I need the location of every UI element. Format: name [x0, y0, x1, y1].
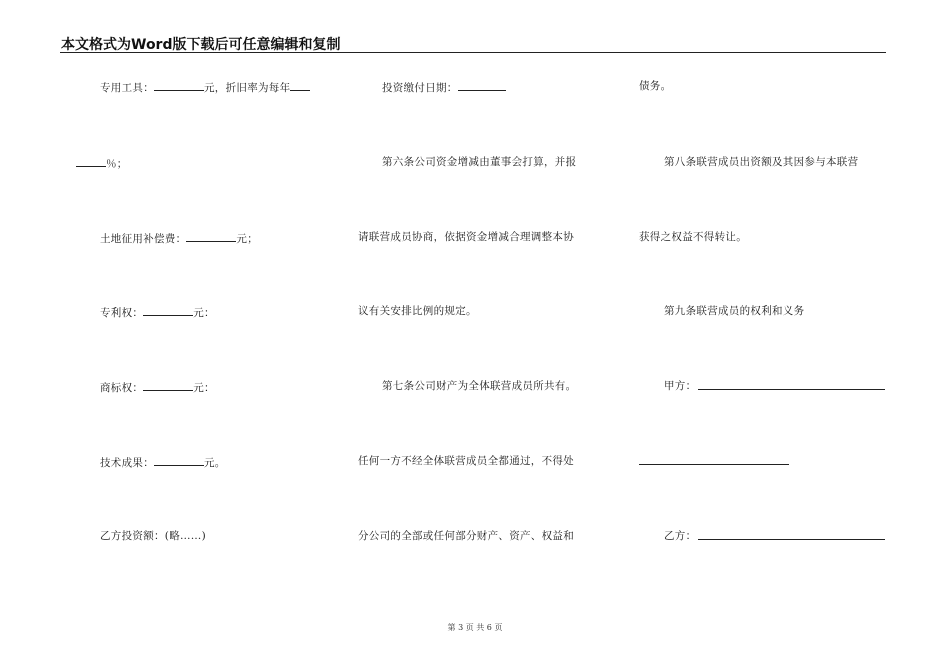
col1-line-tools	[100, 79, 310, 95]
col3-line-party-b	[664, 529, 696, 543]
col1-tools-label: 专用工具：	[100, 82, 154, 94]
col3-line-debts: 债务。	[639, 80, 672, 92]
tools-amount-blank	[154, 79, 204, 91]
col1-line-trademark	[100, 379, 215, 395]
col1-line-party-b-investment: 乙方投资额：(略……)	[100, 530, 206, 542]
col3-line-party-a	[664, 379, 696, 393]
page-footer: 第 3 页 共 6 页	[447, 623, 503, 632]
col2-line-article6-a: 第六条公司资金增减由董事会打算，并报	[382, 156, 577, 168]
col1-line-tech	[100, 454, 226, 470]
col3-line-article8-a: 第八条联营成员出资额及其因参与本联营	[664, 156, 859, 168]
col1-tech-suffix: 元。	[204, 457, 226, 469]
col1-patent-label: 专利权：	[100, 307, 144, 319]
header-rule	[60, 52, 886, 53]
col1-trademark-suffix: 元：	[193, 382, 215, 394]
col2-line-article6-b: 请联营成员协商，依据资金增减合理调整本协	[358, 231, 574, 243]
col1-tech-label: 技术成果：	[100, 457, 154, 469]
col2-line-article7-a: 第七条公司财产为全体联营成员所共有。	[382, 380, 577, 392]
depreciation-rate-blank	[290, 79, 310, 91]
col1-line-patent	[100, 304, 215, 320]
col1-land-label: 土地征用补偿费：	[100, 233, 187, 245]
land-amount-blank	[186, 230, 236, 242]
col2-line-payment-date	[382, 79, 506, 95]
col2-line-article7-b: 任何一方不经全体联营成员全都通过，不得处	[358, 455, 574, 467]
col3-line-article8-b: 获得之权益不得转让。	[639, 231, 747, 243]
col2-line-article7-c: 分公司的全部或任何部分财产、资产、权益和	[358, 530, 574, 542]
col1-line-land	[100, 230, 258, 246]
patent-amount-blank	[143, 304, 193, 316]
party-a-continuation-line	[639, 464, 789, 465]
col1-percent-suffix: ％；	[106, 158, 128, 170]
col1-trademark-label: 商标权：	[100, 382, 144, 394]
col1-tools-mid: 元，折旧率为每年	[204, 82, 291, 94]
party-b-label: 乙方：	[664, 530, 697, 542]
col1-patent-suffix: 元：	[193, 307, 215, 319]
trademark-amount-blank	[143, 379, 193, 391]
col3-line-article9: 第九条联营成员的权利和义务	[664, 305, 805, 317]
col1-land-suffix: 元；	[236, 233, 259, 245]
percent-blank	[76, 155, 106, 167]
col2-line-article6-c: 议有关安排比例的规定。	[358, 305, 477, 317]
col2-payment-date-label: 投资缴付日期：	[382, 82, 458, 94]
document-banner-title: 本文格式为Word版下载后可任意编辑和复制	[61, 37, 341, 53]
payment-date-blank	[458, 79, 506, 91]
party-a-blank-line	[698, 389, 885, 390]
col1-line-percent	[76, 155, 128, 171]
tech-amount-blank	[154, 454, 204, 466]
party-b-blank-line	[698, 539, 885, 540]
party-a-label: 甲方：	[664, 380, 697, 392]
